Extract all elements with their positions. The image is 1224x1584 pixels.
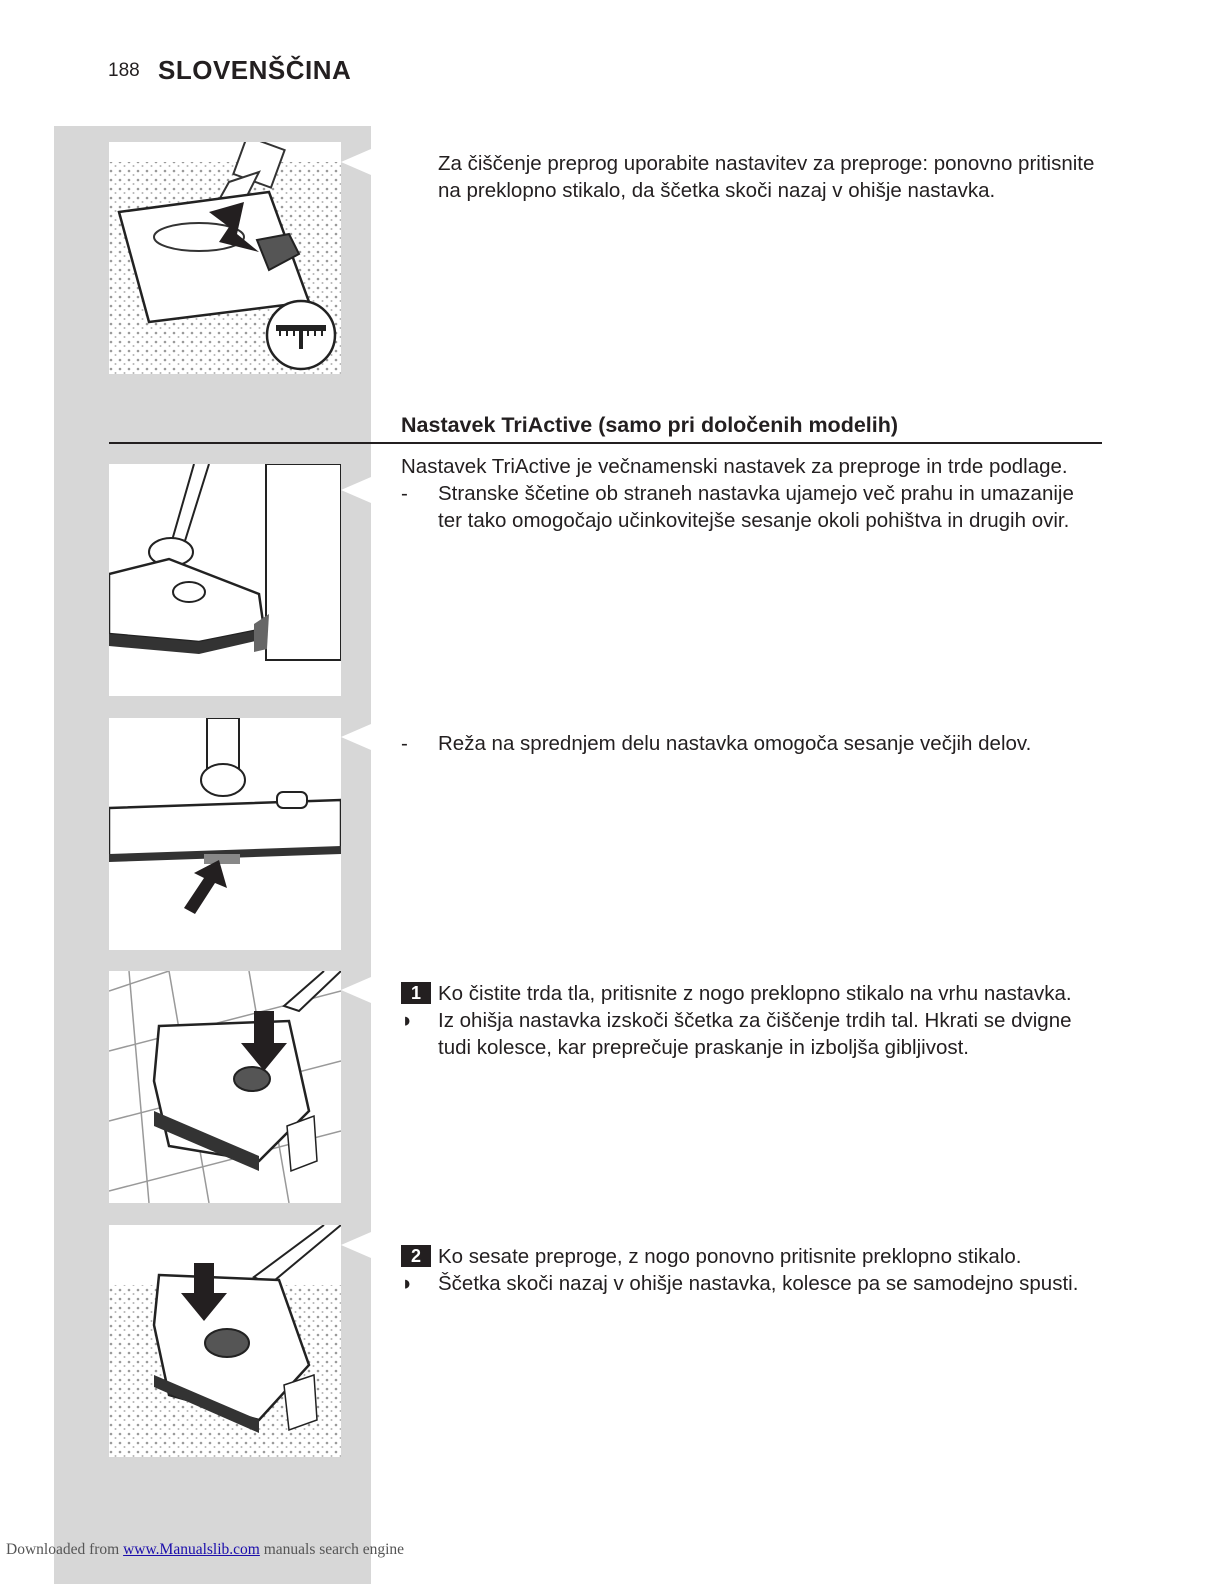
- front-slot-description: [401, 730, 1101, 757]
- step-2-block: [401, 1243, 1101, 1297]
- figure-pointer: [341, 477, 371, 503]
- list-item: [401, 730, 1101, 757]
- triactive-description: [401, 453, 1101, 534]
- front-slot-text: Reža na sprednjem delu nastavka omogoča sesanje večjih delov.: [438, 732, 1032, 755]
- figure-side-bristles: [109, 464, 341, 696]
- figure-carpet-setting: [109, 142, 341, 374]
- side-bristles-text: Stranske ščetine ob straneh nastavka ujamejo več prahu in umazanije ter tako omogočajo učinkovitejše sesanje okoli pohištva in drugih ovir.: [438, 482, 1074, 532]
- figure-pointer: [341, 977, 371, 1003]
- figure-pointer: [341, 1232, 371, 1258]
- step-1-text: Ko čistite trda tla, pritisnite z nogo preklopno stikalo na vrhu nastavka.: [438, 982, 1072, 1005]
- step-2-result: [401, 1270, 1101, 1297]
- heading-rule: [109, 442, 1102, 444]
- figure-pointer: [341, 149, 371, 175]
- footer-prefix: Downloaded from: [6, 1541, 120, 1558]
- list-item: [401, 480, 1101, 534]
- bullet-marker: -: [401, 482, 408, 505]
- result-marker: ◗: [401, 1272, 414, 1295]
- step-1: [401, 980, 1101, 1007]
- figure-hard-floor: [109, 971, 341, 1203]
- step-2-result-text: Ščetka skoči nazaj v ohišje nastavka, kolesce pa se samodejno spusti.: [438, 1272, 1079, 1295]
- page-title: SLOVENŠČINA: [158, 55, 352, 85]
- figure-pointer: [341, 724, 371, 750]
- step-1-badge: 1: [401, 982, 431, 1004]
- step-1-block: [401, 980, 1101, 1061]
- section-heading: Nastavek TriActive (samo pri določenih modelih): [401, 413, 899, 437]
- page-number: 188: [108, 60, 140, 81]
- step-2-text: Ko sesate preproge, z nogo ponovno pritisnite preklopno stikalo.: [438, 1245, 1022, 1268]
- manualslib-link[interactable]: www.Manualslib.com: [123, 1541, 260, 1558]
- footer-suffix: manuals search engine: [263, 1541, 405, 1558]
- carpet-setting-text: Za čiščenje preprog uporabite nastavitev za preproge: ponovno pritisnite na preklopno stikalo, da ščetka skoči nazaj v ohišje nastavka.: [438, 152, 1095, 202]
- result-marker: ◗: [401, 1009, 414, 1032]
- bullet-marker: -: [401, 732, 408, 755]
- footer: [6, 1541, 404, 1559]
- step-2-badge: 2: [401, 1245, 431, 1267]
- step-1-result: [401, 1007, 1101, 1061]
- figure-front-slot: [109, 718, 341, 950]
- figure-carpet: [109, 1225, 341, 1457]
- step-2: [401, 1243, 1101, 1270]
- step-1-result-text: Iz ohišja nastavka izskoči ščetka za čiščenje trdih tal. Hkrati se dvigne tudi kolesce, kar preprečuje praskanje in izboljša gibljivost.: [438, 1009, 1072, 1059]
- triactive-intro: Nastavek TriActive je večnamenski nastavek za preproge in trde podlage.: [401, 455, 1068, 478]
